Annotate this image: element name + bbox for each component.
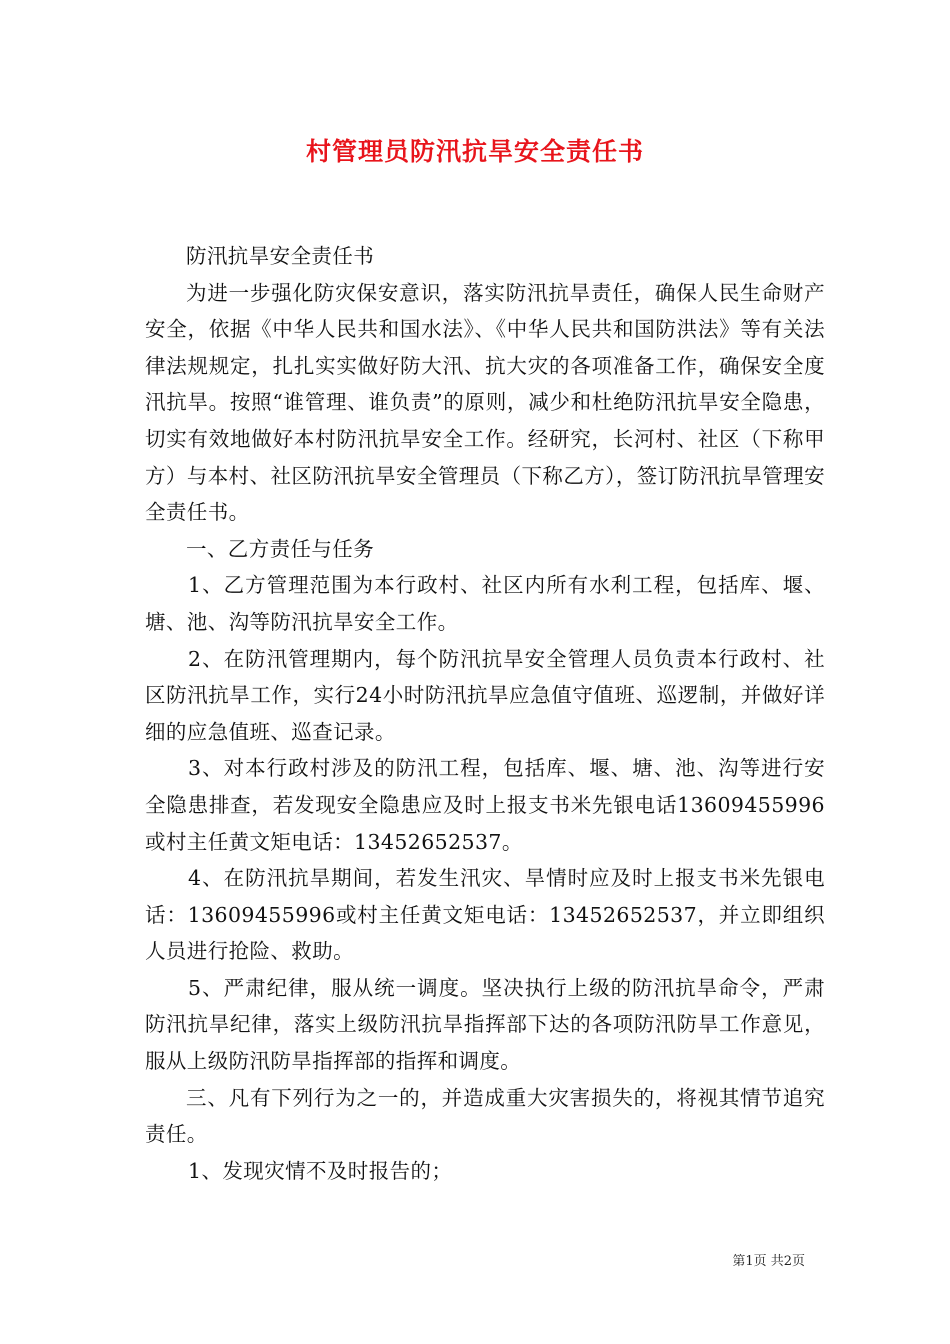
clause-3: 3、对本行政村涉及的防汛工程，包括库、堰、塘、池、沟等进行安全隐患排查，若发现安全隐患应及时上报支书米先银电话13609455996或村主任黄文矩电话：13452652537。 xyxy=(145,756,825,854)
section-heading-3: 三、凡有下列行为之一的，并造成重大灾害损失的，将视其情节追究责任。 xyxy=(145,1085,825,1147)
clause-5: 5、严肃纪律，服从统一调度。坚决执行上级的防汛抗旱命令，严肃防汛抗旱纪律，落实上级防汛抗旱指挥部下达的各项防汛防旱工作意见，服从上级防汛防旱指挥部的指挥和调度。 xyxy=(145,975,825,1074)
clause-1: 1、乙方管理范围为本行政村、社区内所有水利工程，包括库、堰、塘、池、沟等防汛抗旱安全工作。 xyxy=(145,573,825,634)
document-body xyxy=(145,238,825,1189)
clause-2: 2、在防汛管理期内，每个防汛抗旱安全管理人员负责本行政村、社区防汛抗旱工作，实行24小时防汛抗旱应急值守值班、巡逻制，并做好详细的应急值班、巡查记录。 xyxy=(145,646,825,744)
page-number: 第1页 共2页 xyxy=(732,1254,805,1269)
clause-4: 4、在防汛抗旱期间，若发生汛灾、旱情时应及时上报支书米先银电话：13609455996或村主任黄文矩电话：13452652537，并立即组织人员进行抢险、救助。 xyxy=(145,866,825,964)
clause-3-1: 1、发现灾情不及时报告的； xyxy=(188,1158,453,1183)
section-heading-1: 一、乙方责任与任务 xyxy=(186,536,375,561)
page-title: 村管理员防汛抗旱安全责任书 xyxy=(305,137,644,166)
paragraph-intro: 为进一步强化防灾保安意识，落实防汛抗旱责任，确保人民生命财产安全，依据《中华人民共和国水法》、《中华人民共和国防洪法》等有关法律法规规定，扎扎实实做好防大汛、抗大灾的各项准备工作，确保安全度汛抗旱。按照“谁管理、谁负责”的原则，减少和杜绝防汛抗旱安全隐患，切实有效地做好本村防汛抗旱安全工作。经研究，长河村、社区（下称甲方）与本村、社区防汛抗旱安全管理员（下称乙方），签订防汛抗旱管理安全责任书。 xyxy=(145,280,825,525)
paragraph-heading: 防汛抗旱安全责任书 xyxy=(186,244,375,268)
